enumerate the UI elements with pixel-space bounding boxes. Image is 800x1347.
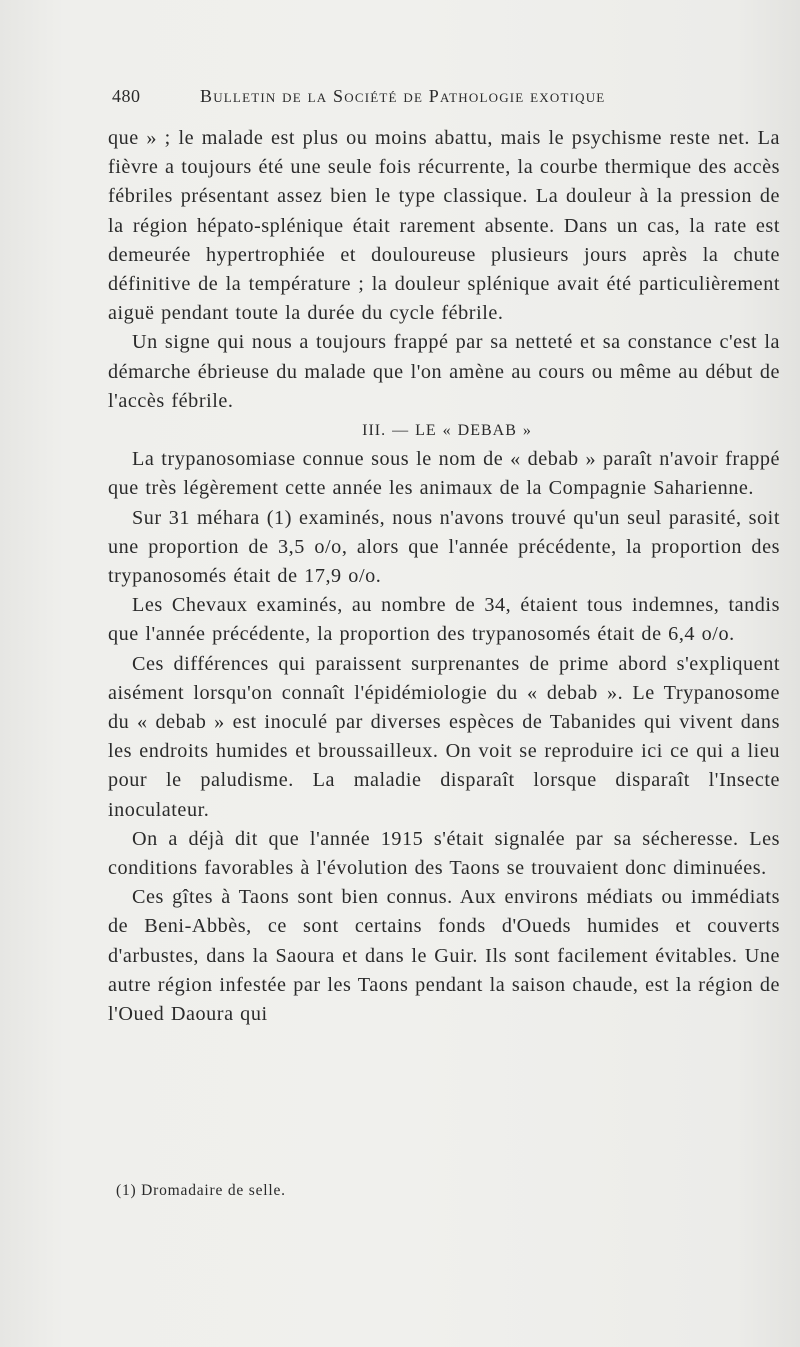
paragraph-2: Un signe qui nous a toujours frappé par sa netteté et sa constance c'est la démarche ébrieuse du malade que l'on amène au cours ou même au début de l'accès fébrile. xyxy=(108,331,780,412)
paragraph-7: On a déjà dit que l'année 1915 s'était signalée par sa sécheresse. Les conditions favorables à l'évolution des Taons se trouvaient donc diminuées. xyxy=(108,827,780,880)
running-title: Bulletin de la Société de Pathologie exotique xyxy=(200,86,606,106)
paragraph-6: Ces différences qui paraissent surprenantes de prime abord s'expliquent aisément lorsqu'on connaît l'épidémiologie du « debab ». Le Trypanosome du « debab » est inoculé par diverses espèces de Tabanides qui vivent dans les endroits humides et broussailleux. On voit se reproduire ici ce qui a lieu pour le paludisme. La maladie disparaît lorsque disparaît l'Insecte inoculateur. xyxy=(108,652,780,821)
footnote: (1) Dromadaire de selle. xyxy=(116,1182,286,1199)
page-number: 480 xyxy=(112,86,141,106)
paragraph-3: La trypanosomiase connue sous le nom de « debab » paraît n'avoir frappé que très légèrement cette année les animaux de la Compagnie Saharienne. xyxy=(108,448,780,500)
paragraph-1: que » ; le malade est plus ou moins abattu, mais le psychisme reste net. La fièvre a toujours été une seule fois récurrente, la courbe thermique des accès fébriles présentant assez bien le type classique. La douleur à la pression de la région hépato-splénique était rarement absente. Dans un cas, la rate est demeurée hypertrophiée et douloureuse plusieurs jours après la chute définitive de la température ; la douleur splénique avait été particulièrement aiguë pendant toute la durée du cycle fébrile. xyxy=(108,127,780,325)
paragraph-5: Les Chevaux examinés, au nombre de 34, étaient tous indemnes, tandis que l'année précédente, la proportion des trypanosomés était de 6,4 o/o. xyxy=(108,594,780,646)
body-text xyxy=(108,124,780,1029)
page-header xyxy=(112,86,672,114)
section-heading: III. — LE « DEBAB » xyxy=(362,422,532,440)
paragraph-8: Ces gîtes à Taons sont bien connus. Aux environs médiats ou immédiats de Beni-Abbès, ce sont certains fonds d'Oueds humides et couverts d'arbustes, dans la Saoura et dans le Guir. Ils sont facilement évitables. Une autre région infestée par les Taons pendant la saison chaude, est la région de l'Oued Daoura qui xyxy=(108,886,780,1026)
paragraph-4: Sur 31 méhara (1) examinés, nous n'avons trouvé qu'un seul parasité, soit une proportion de 3,5 o/o, alors que l'année précédente, la proportion des trypanosomés était de 17,9 o/o. xyxy=(108,506,780,588)
